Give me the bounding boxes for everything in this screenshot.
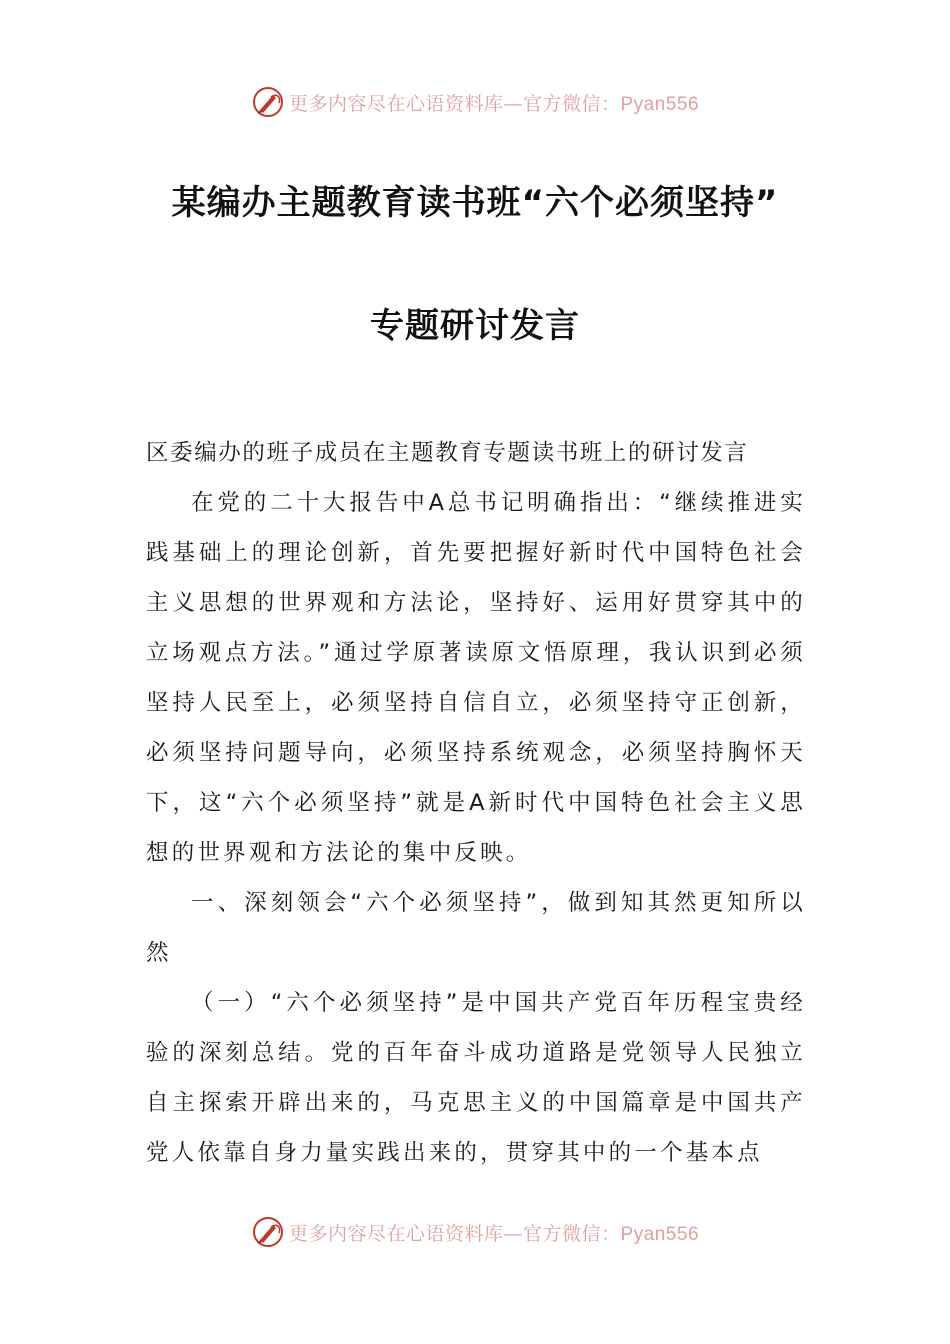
- body-paragraph: （一）“六个必须坚持”是中国共产党百年历程宝贵经验的深刻总结。党的百年奋斗成功道路是党领导人民独立自主探索开辟出来的，马克思主义的中国篇章是中国共产党人依靠自身力量实践出来的，贯穿其中的一个基本点: [146, 990, 806, 1166]
- document-title: 某编办主题教育读书班“六个必须坚持”: [171, 183, 779, 223]
- pen-logo-icon: [251, 1215, 285, 1249]
- watermark-header: [0, 82, 950, 122]
- pen-logo-icon: [251, 85, 285, 119]
- watermark-footer: [0, 1212, 950, 1252]
- body-paragraph: 在党的二十大报告中A总书记明确指出：“继续推进实践基础上的理论创新，首先要把握好新时代中国特色社会主义思想的世界观和方法论，坚持好、运用好贯穿其中的立场观点方法。”通过学原著读原文悟原理，我认识到必须坚持人民至上，必须坚持自信自立，必须坚持守正创新，必须坚持问题导向，必须坚持系统观念，必须坚持胸怀天下，这“六个必须坚持”就是A新时代中国特色社会主义思想的世界观和方法论的集中反映。: [146, 490, 806, 866]
- document-subtitle: 区委编办的班子成员在主题教育专题读书班上的研讨发言: [146, 440, 749, 466]
- watermark-text: 更多内容尽在心语资料库—官方微信：Pyan556: [288, 92, 700, 115]
- document-body: [146, 428, 806, 1178]
- watermark-text: 更多内容尽在心语资料库—官方微信：Pyan556: [288, 1222, 700, 1245]
- section-heading: 一、深刻领会“六个必须坚持”，做到知其然更知所以然: [146, 890, 806, 966]
- document-title-line2: 专题研讨发言: [370, 306, 580, 346]
